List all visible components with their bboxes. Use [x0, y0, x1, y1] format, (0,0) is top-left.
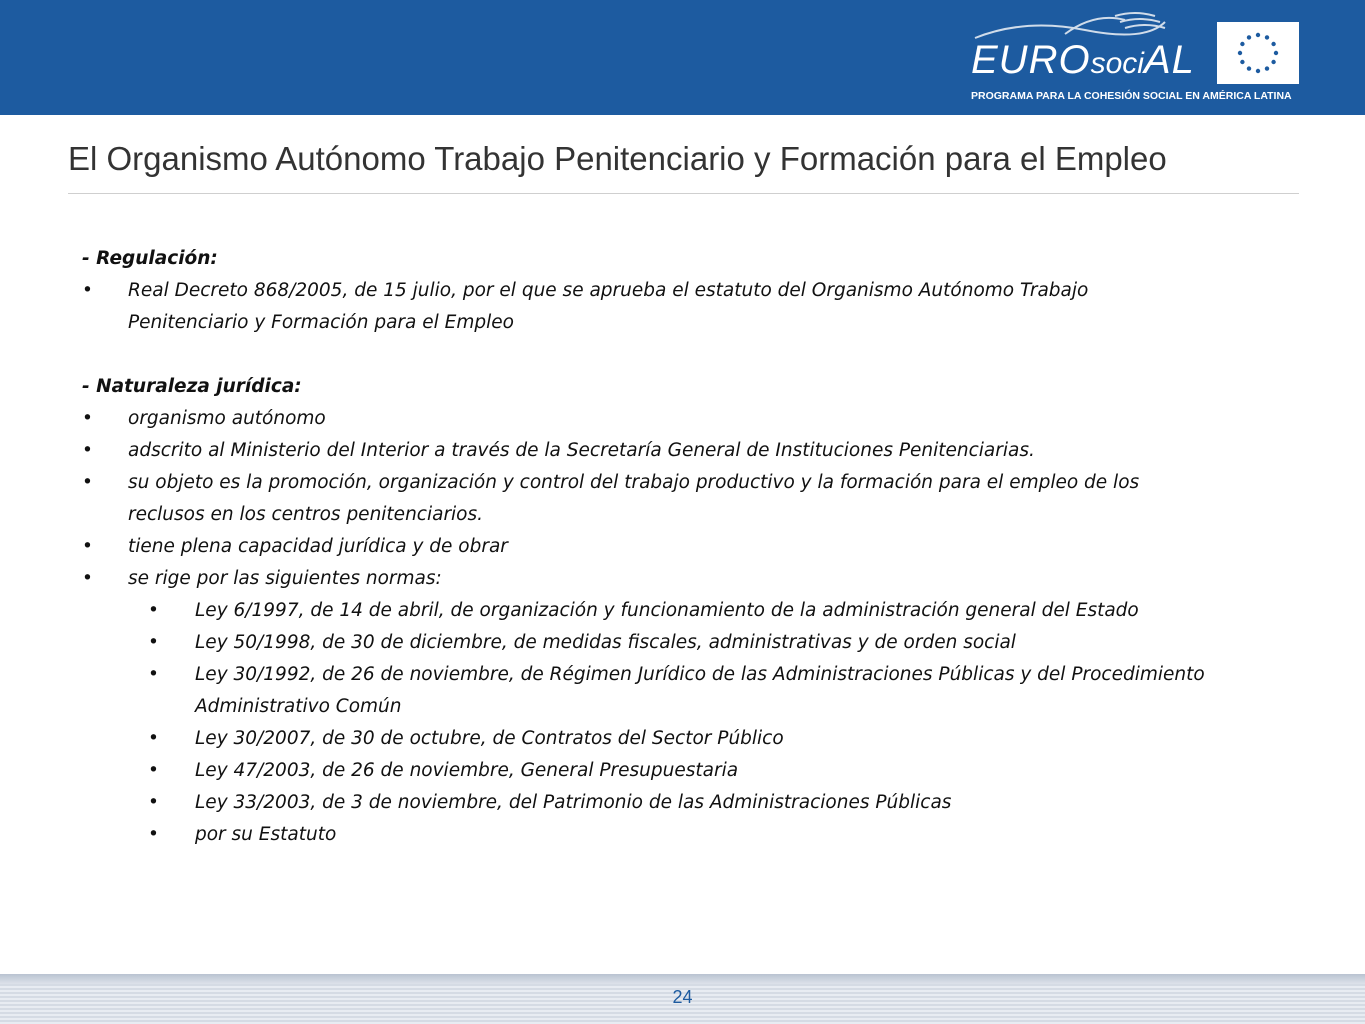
header-band [0, 0, 1365, 115]
naturaleza-heading: - Naturaleza jurídica: [82, 376, 302, 397]
flag-star-icon [1265, 35, 1269, 39]
list-item-text: organismo autónomo [128, 408, 326, 429]
list-item-text: se rige por las siguientes normas: [128, 568, 442, 589]
bullet-icon: • [82, 440, 93, 461]
flag-star-icon [1238, 51, 1242, 55]
bullet-icon: • [148, 760, 159, 781]
bullet-icon: • [82, 568, 93, 589]
flag-star-icon [1265, 66, 1269, 70]
eu-flag-icon [1217, 22, 1299, 84]
bullet-icon: • [82, 472, 93, 493]
flag-star-icon [1247, 35, 1251, 39]
bullet-icon: • [148, 600, 159, 621]
bullet-icon: • [82, 280, 93, 301]
bullet-icon: • [148, 632, 159, 653]
list-item-text: su objeto es la promoción, organización y control del trabajo productivo y la formación para el empleo de los [128, 472, 1140, 493]
bullet-icon: • [148, 792, 159, 813]
flag-star-icon [1274, 51, 1278, 55]
eurosocial-logo [965, 8, 1305, 108]
flag-star-icon [1256, 69, 1260, 73]
flag-star-icon [1240, 42, 1244, 46]
sub-list-item-text: Ley 6/1997, de 14 de abril, de organización y funcionamiento de la administración general del Estado [195, 600, 1139, 621]
logo-part-al: AL [1143, 38, 1195, 82]
flag-star-icon [1271, 60, 1275, 64]
sub-list-item-text: Ley 30/2007, de 30 de octubre, de Contratos del Sector Público [195, 728, 784, 749]
sub-list-item-text: por su Estatuto [195, 824, 337, 845]
flag-star-icon [1247, 66, 1251, 70]
title-divider [68, 193, 1299, 194]
sub-list-item-text: Administrativo Común [195, 696, 402, 717]
bullet-icon: • [148, 664, 159, 685]
logo-part-soci: soci [1090, 47, 1144, 80]
list-item-text: tiene plena capacidad jurídica y de obrar [128, 536, 508, 557]
sub-list-item-text: Ley 50/1998, de 30 de diciembre, de medidas fiscales, administrativas y de orden social [195, 632, 1016, 653]
list-item-text: reclusos en los centros penitenciarios. [128, 504, 484, 525]
bullet-icon: • [148, 728, 159, 749]
list-item-text: Real Decreto 868/2005, de 15 julio, por el que se aprueba el estatuto del Organismo Autónomo Trabajo [128, 280, 1089, 301]
logo-wordmark [971, 38, 1195, 83]
flag-star-icon [1240, 60, 1244, 64]
bullet-icon: • [82, 408, 93, 429]
sub-list-item-text: Ley 47/2003, de 26 de noviembre, General Presupuestaria [195, 760, 739, 781]
bullet-icon: • [82, 536, 93, 557]
flag-star-icon [1271, 42, 1275, 46]
sub-list-item-text: Ley 30/1992, de 26 de noviembre, de Régimen Jurídico de las Administraciones Públicas y del Procedimiento [195, 664, 1205, 685]
sub-list-item-text: Ley 33/2003, de 3 de noviembre, del Patrimonio de las Administraciones Públicas [195, 792, 952, 813]
list-item-text: Penitenciario y Formación para el Empleo [128, 312, 514, 333]
list-item-text: adscrito al Ministerio del Interior a través de la Secretaría General de Instituciones Penitenciarias. [128, 440, 1035, 461]
logo-part-euro: EURO [971, 38, 1091, 82]
regulacion-heading: - Regulación: [82, 248, 218, 269]
bullet-icon: • [148, 824, 159, 845]
page-title: El Organismo Autónomo Trabajo Penitenciario y Formación para el Empleo [68, 140, 1167, 177]
page-number: 24 [672, 987, 693, 1007]
flag-star-icon [1256, 33, 1260, 37]
logo-subtitle: PROGRAMA PARA LA COHESIÓN SOCIAL EN AMÉRICA LATINA [971, 90, 1292, 102]
